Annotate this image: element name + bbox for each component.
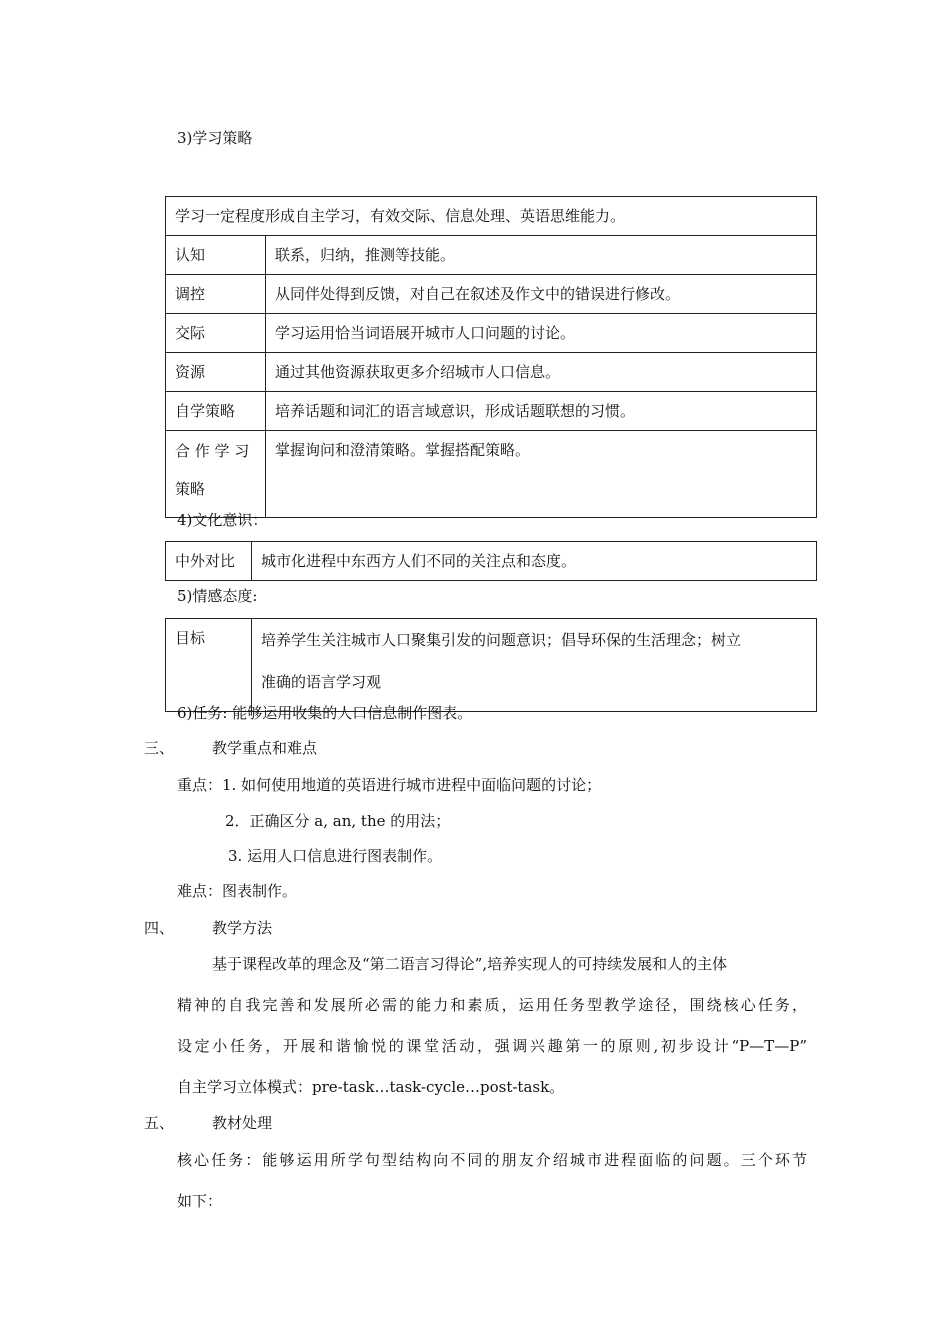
strategy-label-self-study: 自学策略 <box>166 392 266 431</box>
strategy-text-cognition: 联系，归纳，推测等技能。 <box>266 236 817 275</box>
part4-number: 四、 <box>144 919 175 937</box>
core-task-line-2: 如下： <box>177 1192 223 1210</box>
key-point-1: 重点：1. 如何使用地道的英语进行城市进程中面临问题的讨论； <box>177 776 602 794</box>
culture-table <box>165 541 817 581</box>
part3-title: 教学重点和难点 <box>212 739 318 757</box>
strategy-label-cooperative-line1: 合 作 学 习 <box>175 442 250 460</box>
core-task-line-1: 核心任务：能够运用所学句型结构向不同的朋友介绍城市进程面临的问题。三个环节 <box>177 1151 807 1169</box>
strategy-heading: 3)学习策略 <box>177 129 253 147</box>
method-line-3: 设定小任务，开展和谐愉悦的课堂活动，强调兴趣第一的原则,初步设计“P—T—P” <box>177 1037 807 1055</box>
emotion-label: 目标 <box>166 619 252 712</box>
culture-heading: 4)文化意识： <box>177 511 268 529</box>
strategy-label-cooperative <box>166 431 266 518</box>
culture-label: 中外对比 <box>166 542 252 581</box>
method-line-1: 基于课程改革的理念及“第二语言习得论”,培养实现人的可持续发展和人的主体 <box>212 955 728 973</box>
strategy-label-communication: 交际 <box>166 314 266 353</box>
strategy-text-cooperative: 掌握询问和澄清策略。掌握搭配策略。 <box>266 431 817 518</box>
strategy-text-resources: 通过其他资源获取更多介绍城市人口信息。 <box>266 353 817 392</box>
strategy-intro: 学习一定程度形成自主学习，有效交际、信息处理、英语思维能力。 <box>166 197 817 236</box>
part5-title: 教材处理 <box>212 1114 273 1132</box>
emotion-text-line2: 准确的语言学习观 <box>261 673 382 691</box>
strategy-label-cooperative-line2: 策略 <box>175 480 206 498</box>
strategy-label-cognition: 认知 <box>166 236 266 275</box>
emotion-text-line1: 培养学生关注城市人口聚集引发的问题意识；倡导环保的生活理念；树立 <box>261 631 742 649</box>
part3-number: 三、 <box>144 739 175 757</box>
emotion-text <box>252 619 817 712</box>
strategy-label-resources: 资源 <box>166 353 266 392</box>
method-line-2: 精神的自我完善和发展所必需的能力和素质，运用任务型教学途径，围绕核心任务， <box>177 996 807 1014</box>
difficulty-line: 难点：图表制作。 <box>177 882 298 900</box>
strategy-text-regulation: 从同伴处得到反馈，对自己在叙述及作文中的错误进行修改。 <box>266 275 817 314</box>
key-point-2: 2．正确区分 a, an, the 的用法； <box>225 812 451 830</box>
task-line: 6)任务: 能够运用收集的人口信息制作图表。 <box>177 704 473 722</box>
strategy-label-regulation: 调控 <box>166 275 266 314</box>
part5-number: 五、 <box>144 1114 175 1132</box>
method-line-4: 自主学习立体模式：pre-task…task-cycle…post-task。 <box>177 1078 565 1096</box>
culture-text: 城市化进程中东西方人们不同的关注点和态度。 <box>252 542 817 581</box>
key-point-3: 3. 运用人口信息进行图表制作。 <box>228 847 443 865</box>
emotion-table <box>165 618 817 712</box>
emotion-heading: 5)情感态度: <box>177 587 258 605</box>
strategy-table <box>165 196 817 518</box>
strategy-text-communication: 学习运用恰当词语展开城市人口问题的讨论。 <box>266 314 817 353</box>
strategy-text-self-study: 培养话题和词汇的语言域意识，形成话题联想的习惯。 <box>266 392 817 431</box>
part4-title: 教学方法 <box>212 919 273 937</box>
